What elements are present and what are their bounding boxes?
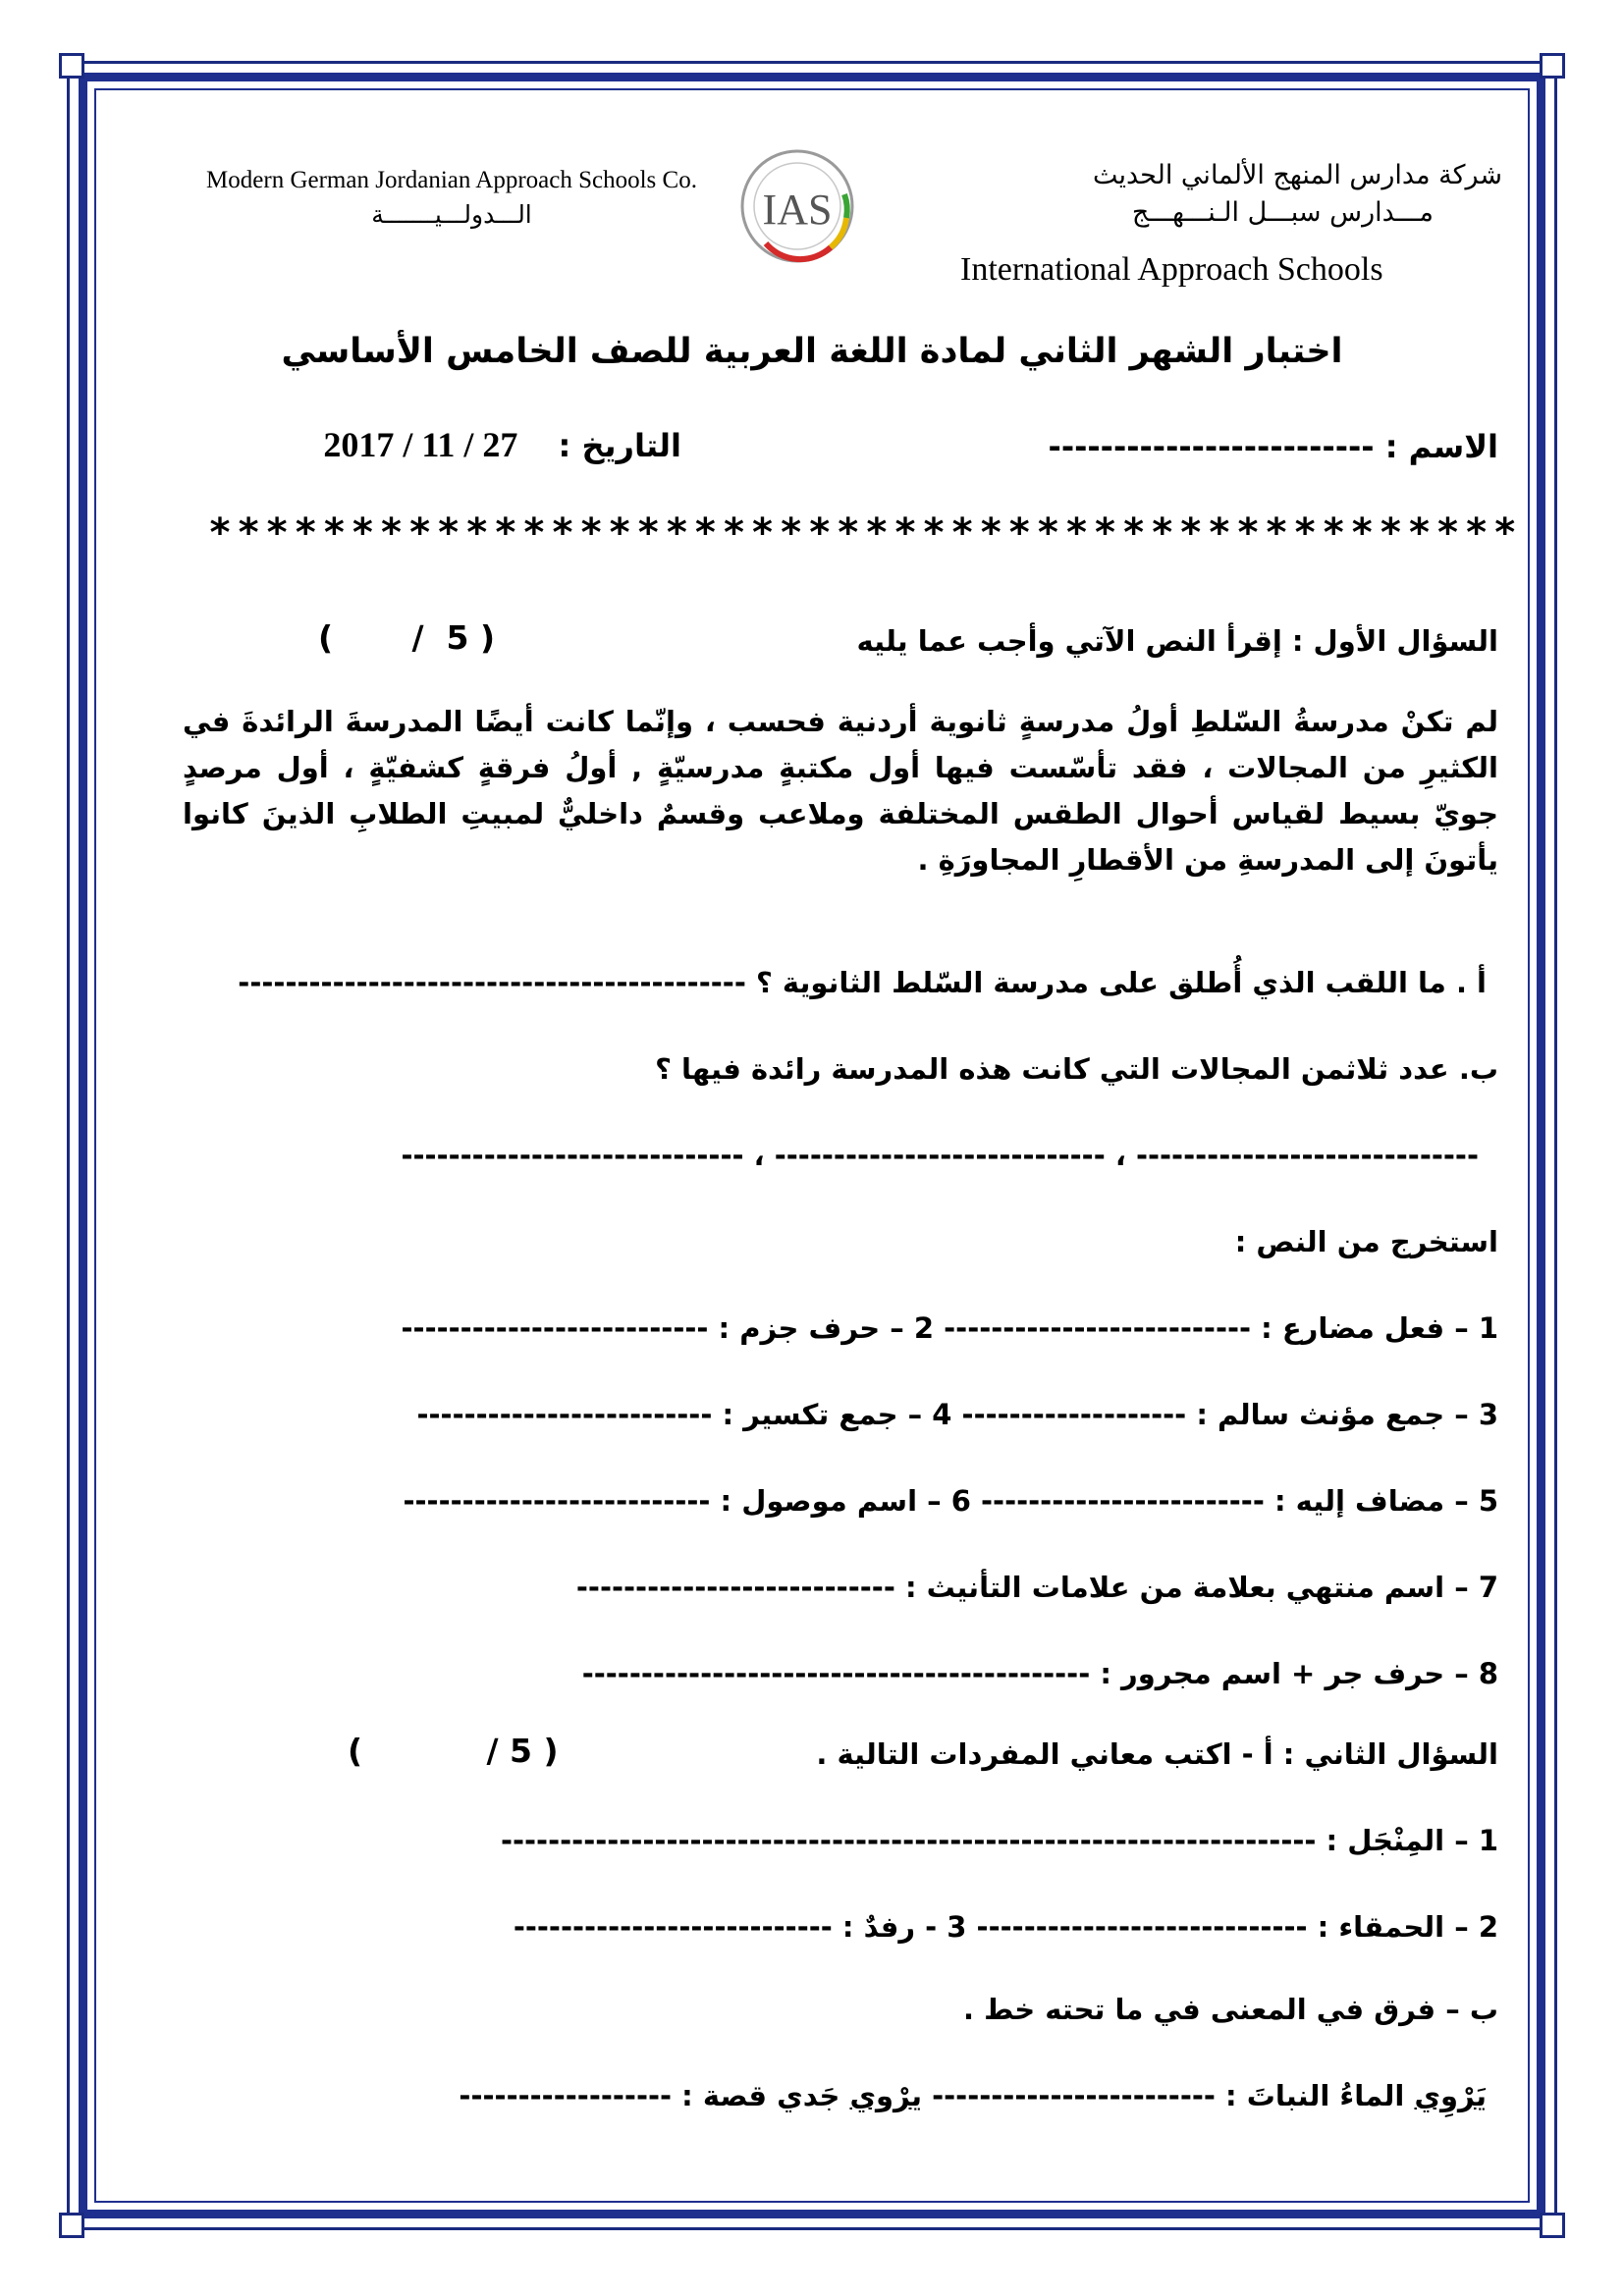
question-1-label: السؤال الأول : إقرأ النص الآتي وأجب عما يليه bbox=[856, 624, 1498, 658]
extract-label: استخرج من النص : bbox=[1234, 1225, 1498, 1258]
diff-text-1: الماءُ النباتَ : ------------------------ bbox=[921, 2079, 1415, 2112]
vocab-item-2-3: 2 – الحمقاء : ---------------------------- 3 - رفدٌ : --------------------------- bbox=[513, 1910, 1498, 1944]
extract-item-1-2: 1 – فعل مضارع : -------------------------- 2 – حرف جزم : -------------------------- bbox=[401, 1311, 1498, 1345]
schools-name-en: International Approach Schools bbox=[960, 251, 1383, 288]
company-name-en: Modern German Jordanian Approach Schools Co. bbox=[206, 167, 697, 193]
question-1-b: ب. عدد ثلاثمن المجالات التي كانت هذه المدرسة رائدة فيها ؟ bbox=[655, 1052, 1498, 1086]
diff-word-2: يرْوي bbox=[849, 2079, 922, 2112]
vocab-item-1: 1 – المِنْجَل : --------------------------------------------------------------------- bbox=[500, 1824, 1498, 1857]
question-2-label: السؤال الثاني : أ - اكتب معاني المفردات التالية . bbox=[816, 1737, 1498, 1771]
school-logo bbox=[736, 145, 858, 267]
border-corner-ornament bbox=[59, 2213, 84, 2238]
question-2-b: ب – فرق في المعنى في ما تحته خط . bbox=[963, 1993, 1498, 2026]
header-english-block bbox=[167, 167, 736, 230]
question-2-mark: ( / 5 ) bbox=[348, 1732, 559, 1770]
extract-item-5-6: 5 – مضاف إليه : ------------------------ 6 – اسم موصول : -------------------------- bbox=[403, 1484, 1498, 1518]
name-blank: ------------------------- bbox=[1048, 428, 1375, 465]
date-row bbox=[323, 424, 681, 465]
logo-text: IAS bbox=[762, 186, 833, 234]
schools-name-ar: مـــدارس سبـــل الـنـــهـــج bbox=[1131, 197, 1434, 228]
border-corner-ornament bbox=[1540, 2213, 1565, 2238]
extract-item-3-4: 3 – جمع مؤنث سالم : ------------------- 4 – جمع تكسير : ------------------------- bbox=[416, 1398, 1498, 1431]
header-arabic-block bbox=[1093, 157, 1502, 232]
reading-passage: لم تكنْ مدرسةُ السّلطِ أولُ مدرسةٍ ثانوية أردنية فحسب ، وإنّما كانت أيضًا المدرسةَ الرائدةَ في الكثيرِ من المجالات ، فقد تأسّست فيها أول مكتبةٍ مدرسيّةٍ , أولُ فرقةٍ كشفيّةٍ ، أول مرصدٍ جويّ بسيط لقياس أحوال الطقس المختلفة وملاعب وقسمٌ داخليٌّ لمبيتِ الطلابِ الذينَ كانوا يأتونَ إلى المدرسةِ من الأقطارِ المجاورَةِ . bbox=[183, 705, 1498, 877]
border-corner-ornament bbox=[59, 53, 84, 79]
name-label: الاسم : bbox=[1384, 428, 1498, 465]
diff-word-1: يَرْوِي bbox=[1414, 2079, 1487, 2112]
meaning-difference-row bbox=[459, 2079, 1487, 2112]
extract-item-7: 7 – اسم منتهي بعلامة من علامات التأنيث : --------------------------- bbox=[575, 1571, 1498, 1604]
international-label-ar: الـــدولـــيـــــــة bbox=[371, 202, 532, 229]
company-name-ar: شركة مدارس المنهج الألماني الحديث bbox=[1092, 160, 1502, 190]
extract-item-8: 8 – حرف جر + اسم مجرور : ------------------------------------------- bbox=[581, 1657, 1498, 1690]
date-label: التاريخ : bbox=[558, 427, 681, 464]
exam-title: اختبار الشهر الثاني لمادة اللغة العربية للصف الخامس الأساسي bbox=[281, 332, 1343, 371]
question-1-b-blanks: ----------------------------- ، ---------------------------- ، ----------------------------- bbox=[401, 1139, 1479, 1172]
name-row bbox=[1049, 428, 1498, 465]
date-value: 2017 / 11 / 27 bbox=[323, 425, 518, 464]
question-1-mark: ( / 5 ) bbox=[318, 618, 496, 657]
separator-stars: ********************************************** bbox=[208, 510, 1522, 556]
question-1-a: أ . ما اللقب الذي أُطلق على مدرسة السّلط الثانوية ؟ ------------------------------------------- bbox=[238, 966, 1487, 999]
diff-text-2: جَدي قصة : ------------------ bbox=[459, 2079, 850, 2112]
border-corner-ornament bbox=[1540, 53, 1565, 79]
